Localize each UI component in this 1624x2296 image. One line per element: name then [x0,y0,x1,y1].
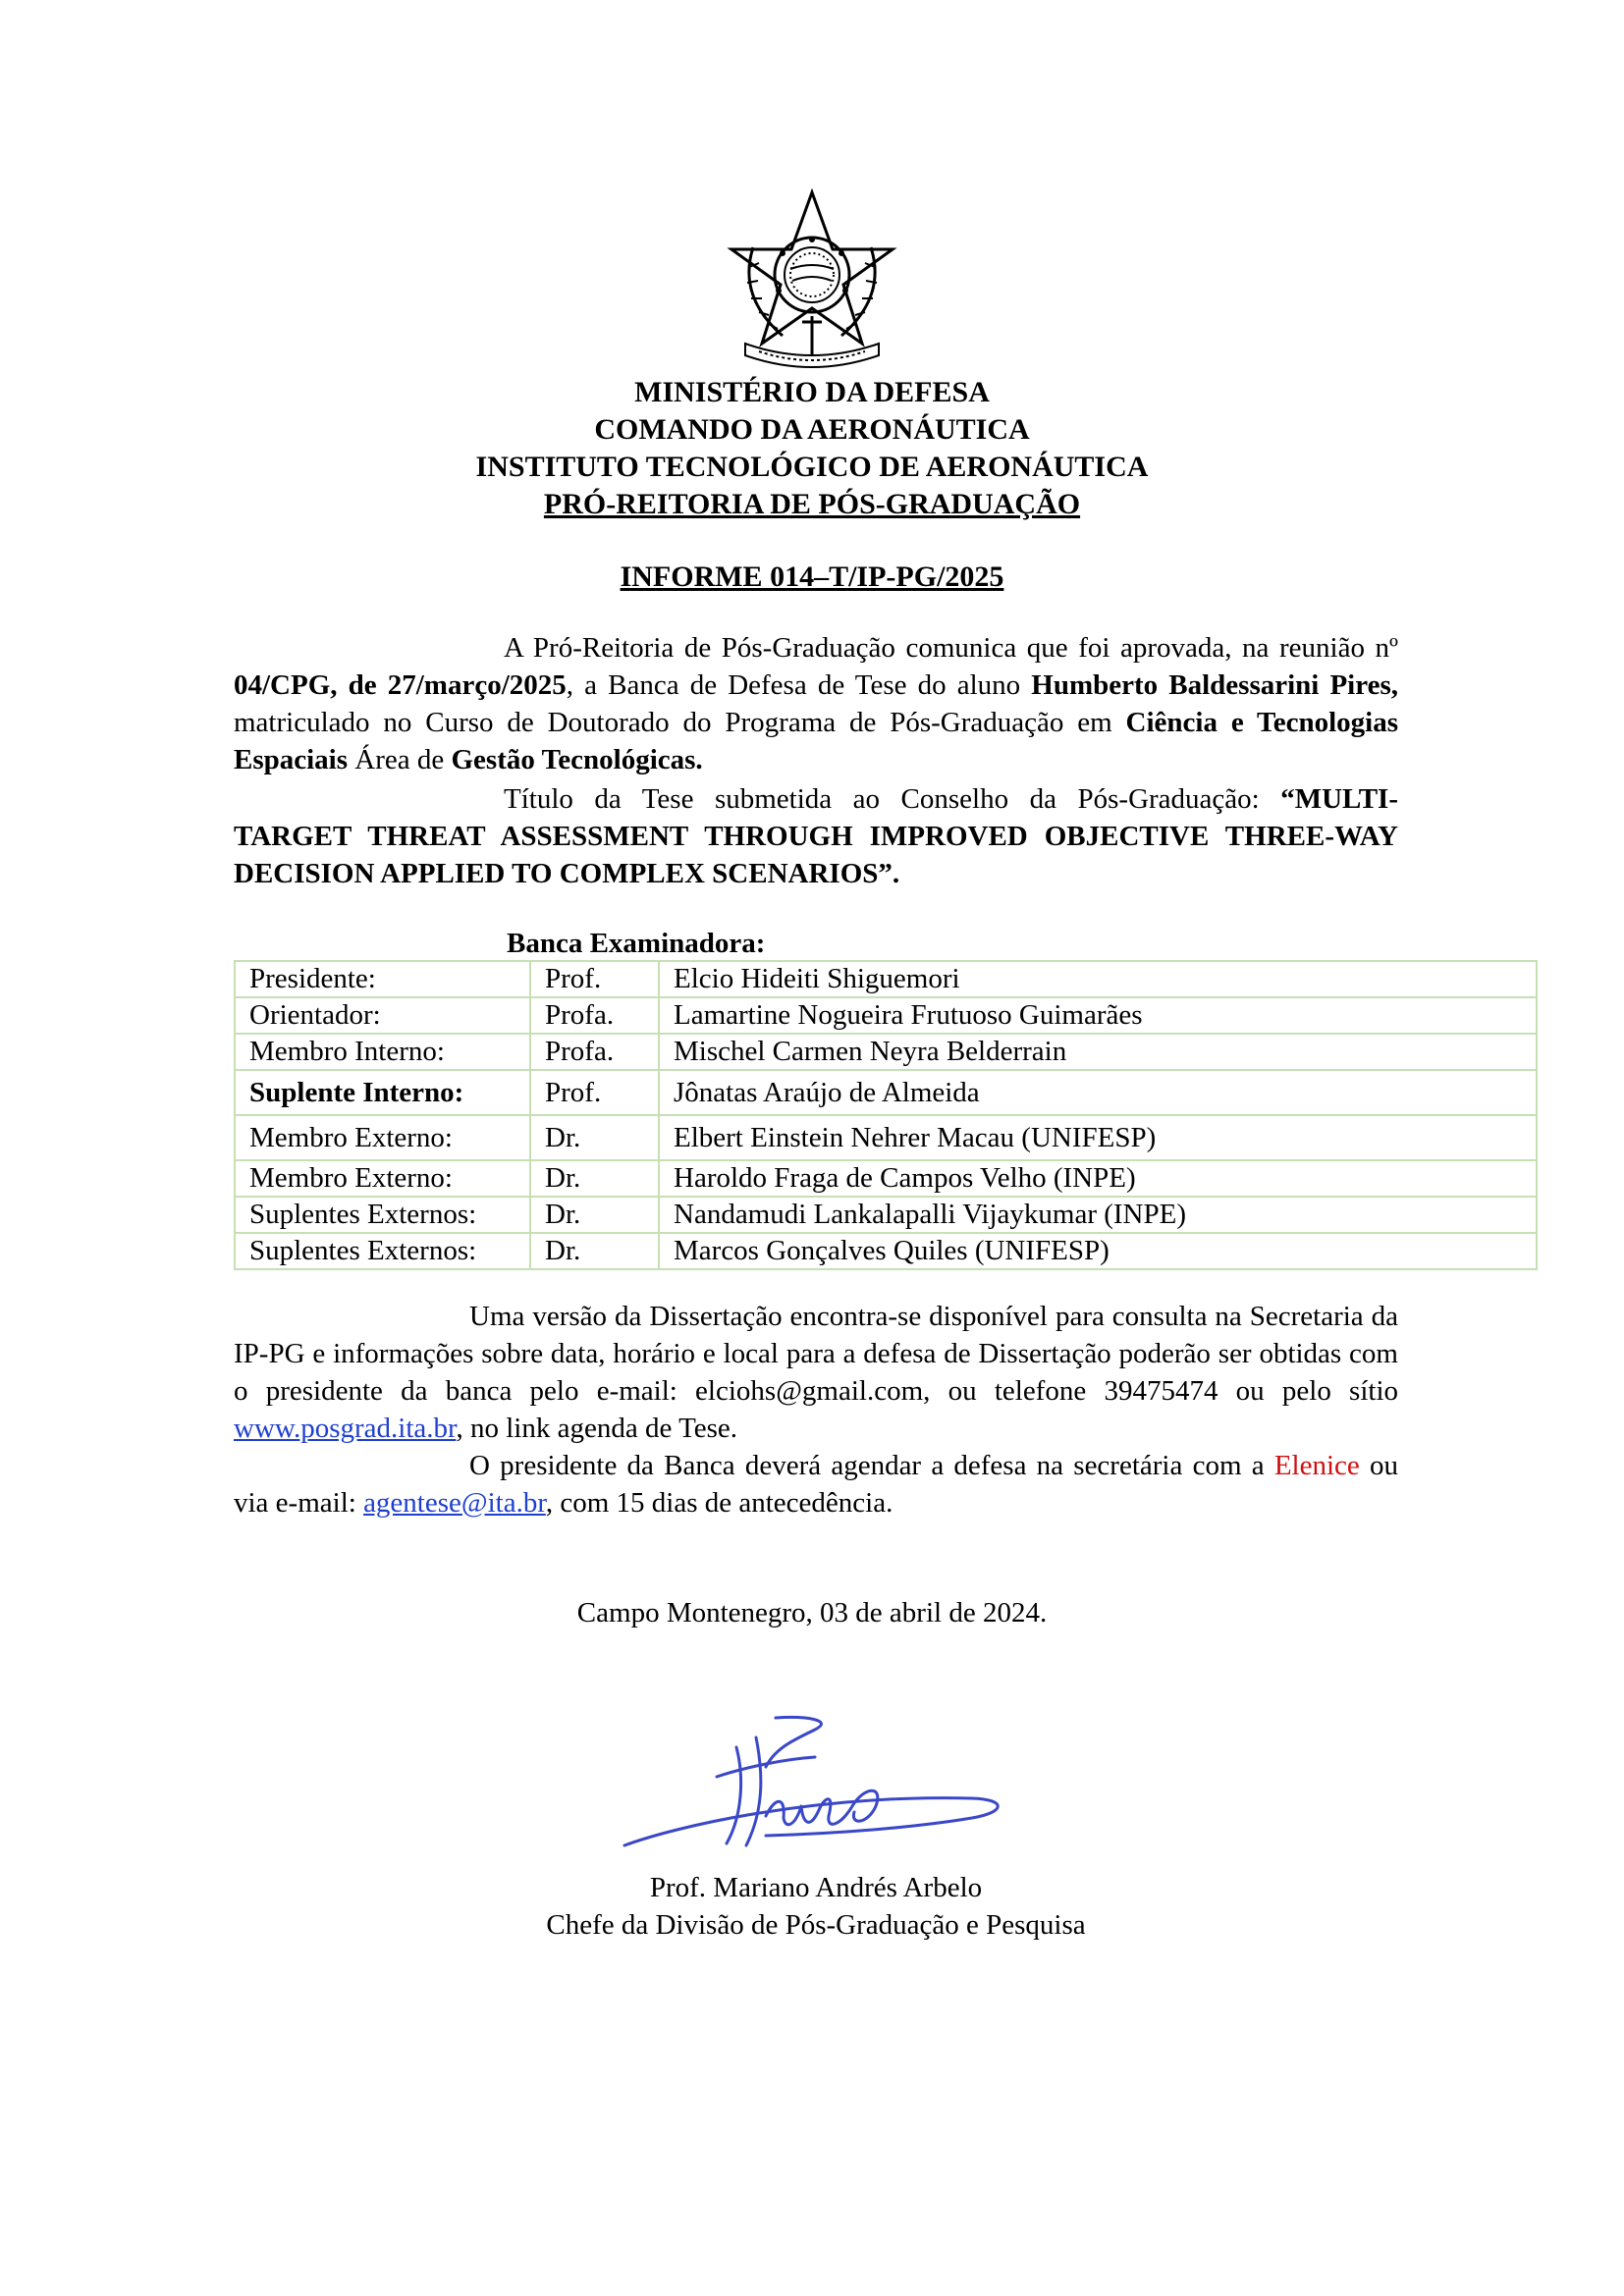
scheduling-text-2: ou via e-mail: [234,1450,1399,1519]
agentese-email-link[interactable]: agentese@ita.br [363,1487,546,1519]
scheduling-text-1: O presidente da Banca deverá agendar a defesa na secretária com a [469,1450,1274,1481]
thesis-title: “MULTI-TARGET THREAT ASSESSMENT THROUGH IMPROVED OBJECTIVE THREE-WAY DECISION APPLIED TO COMPLEX SCENARIOS”. [234,783,1398,889]
committee-table [234,960,1538,1270]
member-role: Membro Interno: [235,1034,530,1070]
table-row [235,1070,1537,1115]
meeting-reference: 04/CPG, de 27/março/2025 [234,669,567,701]
coat-of-arms-seal [724,188,900,370]
member-name: Lamartine Nogueira Frutuoso Guimarães [659,997,1537,1034]
member-name: Elcio Hideiti Shiguemori [659,961,1537,997]
date-line: Campo Montenegro, 03 de abril de 2024. [576,1597,1048,1629]
table-row [235,1034,1537,1070]
table-row [235,1160,1537,1197]
table-row [235,1197,1537,1233]
availability-text: Uma versão da Dissertação encontra-se disponível para consulta na Secretaria da IP-PG e informações sobre data, horário e local para a defesa de Dissertação poderão ser obtidas com o presidente da banca pelo e-mail: elciohs@gmail.com, ou telefone 39475474 ou pelo sítio [234,1301,1398,1407]
signer-block [0,1869,1624,1944]
approval-text-2: , a Banca de Defesa de Tese do aluno [566,669,1032,701]
area-name: Gestão Tecnológicas. [451,744,703,775]
member-title: Prof. [530,1070,659,1115]
signer-name: Prof. Mariano Andrés Arbelo [649,1872,983,1903]
member-title: Prof. [530,961,659,997]
posgrad-website-link[interactable]: www.posgrad.ita.br [234,1413,457,1444]
member-title: Profa. [530,997,659,1034]
member-role: Presidente: [235,961,530,997]
scheduling-paragraph [234,1447,1398,1522]
thesis-title-label: Título da Tese submetida ao Conselho da Pós-Graduação: [504,783,1281,815]
document-title: INFORME 014–T/IP-PG/2025 [620,561,1004,593]
member-role: Membro Externo: [235,1115,530,1160]
approval-text-1: A Pró-Reitoria de Pós-Graduação comunica que foi aprovada, na reunião nº [504,632,1398,664]
member-role: Membro Externo: [235,1160,530,1197]
member-role: Orientador: [235,997,530,1034]
approval-text-3: matriculado no Curso de Doutorado do Programa de Pós-Graduação em [234,707,1126,738]
member-name: Haroldo Fraga de Campos Velho (INPE) [659,1160,1537,1197]
member-title: Profa. [530,1034,659,1070]
office-name: PRÓ-REITORIA DE PÓS-GRADUAÇÃO [543,488,1081,520]
secretary-name: Elenice [1273,1450,1360,1481]
member-name: Mischel Carmen Neyra Belderrain [659,1034,1537,1070]
scheduling-text-3: , com 15 dias de antecedência. [545,1487,893,1519]
document-header [0,374,1624,523]
table-row [235,997,1537,1034]
member-role: Suplente Interno: [235,1070,530,1115]
member-title: Dr. [530,1160,659,1197]
member-name: Marcos Gonçalves Quiles (UNIFESP) [659,1233,1537,1269]
table-row [235,1115,1537,1160]
member-title: Dr. [530,1115,659,1160]
institute-name: INSTITUTO TECNOLÓGICO DE AERONÁUTICA [475,451,1149,483]
signer-position: Chefe da Divisão de Pós-Graduação e Pesquisa [546,1909,1086,1941]
approval-paragraph [234,629,1398,778]
member-name: Jônatas Araújo de Almeida [659,1070,1537,1115]
command-name: COMANDO DA AERONÁUTICA [594,413,1030,446]
thesis-title-paragraph [234,780,1398,892]
member-title: Dr. [530,1197,659,1233]
ministry-name: MINISTÉRIO DA DEFESA [634,376,990,408]
member-role: Suplentes Externos: [235,1233,530,1269]
approval-text-4: Área de [348,744,452,775]
committee-heading: Banca Examinadora: [507,928,766,959]
table-row [235,961,1537,997]
member-name: Elbert Einstein Nehrer Macau (UNIFESP) [659,1115,1537,1160]
member-role: Suplentes Externos: [235,1197,530,1233]
availability-paragraph [234,1298,1398,1447]
availability-text-end: , no link agenda de Tese. [456,1413,738,1444]
member-name: Nandamudi Lankalapalli Vijaykumar (INPE) [659,1197,1537,1233]
handwritten-signature [619,1708,1011,1855]
program-name: Ciência e Tecnologias Espaciais [234,707,1399,775]
table-row [235,1233,1537,1269]
member-title: Dr. [530,1233,659,1269]
student-name: Humberto Baldessarini Pires, [1031,669,1398,701]
